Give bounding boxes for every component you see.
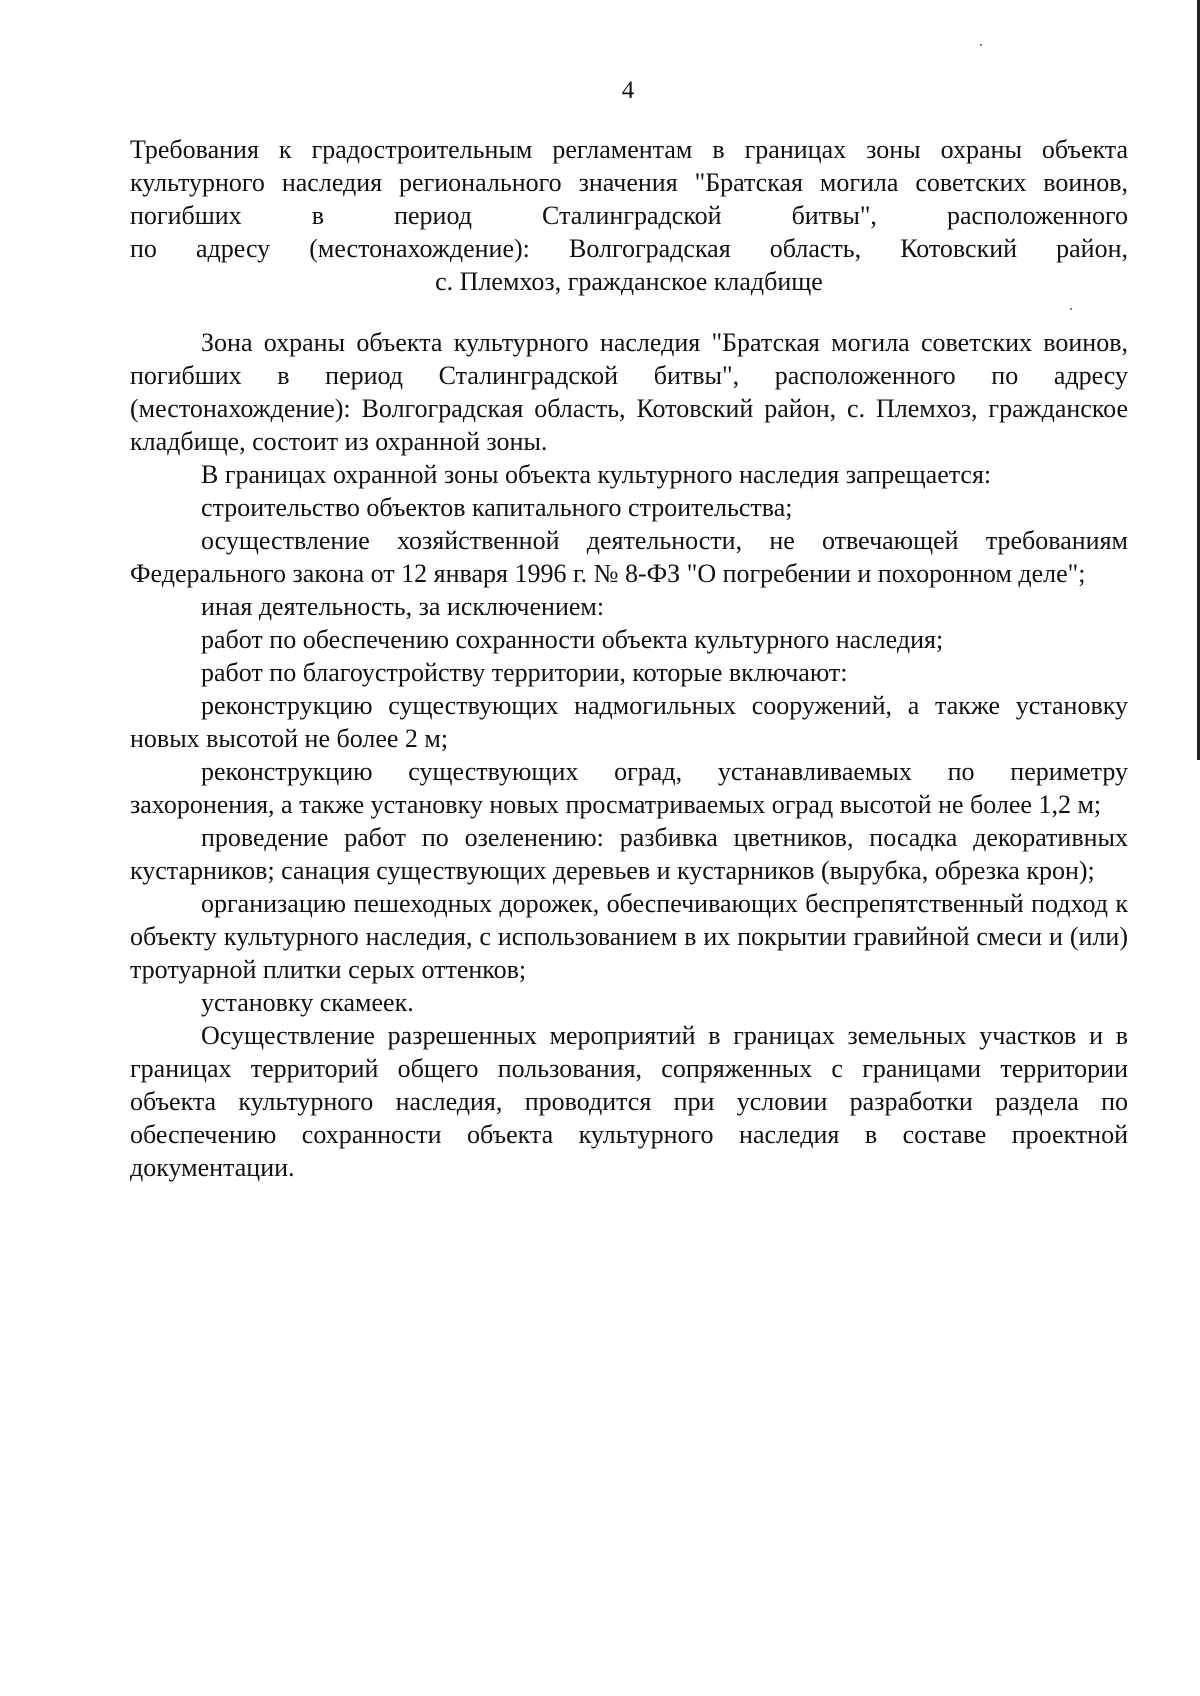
paragraph-item: реконструкцию существующих надмогильных сооружений, а также установку новых высотой не более 2 м; [130,691,1128,753]
scan-speck [980,44,982,46]
paragraph-prohibited-intro: В границах охранной зоны объекта культурного наследия запрещается: [201,460,992,489]
paragraph-item: работ по обеспечению сохранности объекта культурного наследия; [201,625,944,654]
page-number: 4 [621,77,635,104]
heading-line: по адресу (местонахождение): Волгоградская область, Котовский район, [130,234,1128,263]
paragraph-item: работ по благоустройству территории, которые включают: [201,658,848,687]
heading-line: погибших в период Сталинградской битвы", расположенного [130,201,1128,230]
paragraph-item: проведение работ по озеленению: разбивка цветников, посадка декоративных кустарников; санация существующих деревьев и кустарников (вырубка, обрезка крон); [130,823,1128,885]
paragraph-item: иная деятельность, за исключением: [201,592,605,621]
heading-line: с. Племхоз, гражданское кладбище [435,267,823,296]
paragraph-item: строительство объектов капитального строительства; [201,493,793,522]
paragraph-item: осуществление хозяйственной деятельности, не отвечающей требованиям Федерального закона от 12 января 1996 г. № 8-ФЗ "О погребении и похоронном деле"; [130,526,1128,588]
document-heading [130,133,1128,298]
scan-speck [1070,308,1072,310]
paragraph-protection-zone: Зона охраны объекта культурного наследия "Братская могила советских воинов, погибших в период Сталинградской битвы", расположенного по адресу (местонахождение): Волгоградская область, Котовский район, с. Племхоз, гражданское кладбище, состоит из охранной зоны. [130,328,1128,456]
heading-line: Требования к градостроительным регламентам в границах зоны охраны объекта [130,135,1128,164]
document-body [130,326,1128,1184]
paragraph-item: организацию пешеходных дорожек, обеспечивающих беспрепятственный подход к объекту культурного наследия, с использованием в их покрытии гравийной смеси и (или) тротуарной плитки серых оттенков; [130,889,1128,984]
paragraph-conditions: Осуществление разрешенных мероприятий в границах земельных участков и в границах территорий общего пользования, сопряженных с границами территории объекта культурного наследия, проводится при условии разработки раздела по обеспечению сохранности объекта культурного наследия в составе проектной документации. [130,1021,1128,1182]
paragraph-item: установку скамеек. [201,988,414,1017]
heading-line: культурного наследия регионального значения "Братская могила советских воинов, [130,168,1128,197]
paragraph-item: реконструкцию существующих оград, устанавливаемых по периметру захоронения, а также установку новых просматриваемых оград высотой не более 1,2 м; [130,757,1128,819]
